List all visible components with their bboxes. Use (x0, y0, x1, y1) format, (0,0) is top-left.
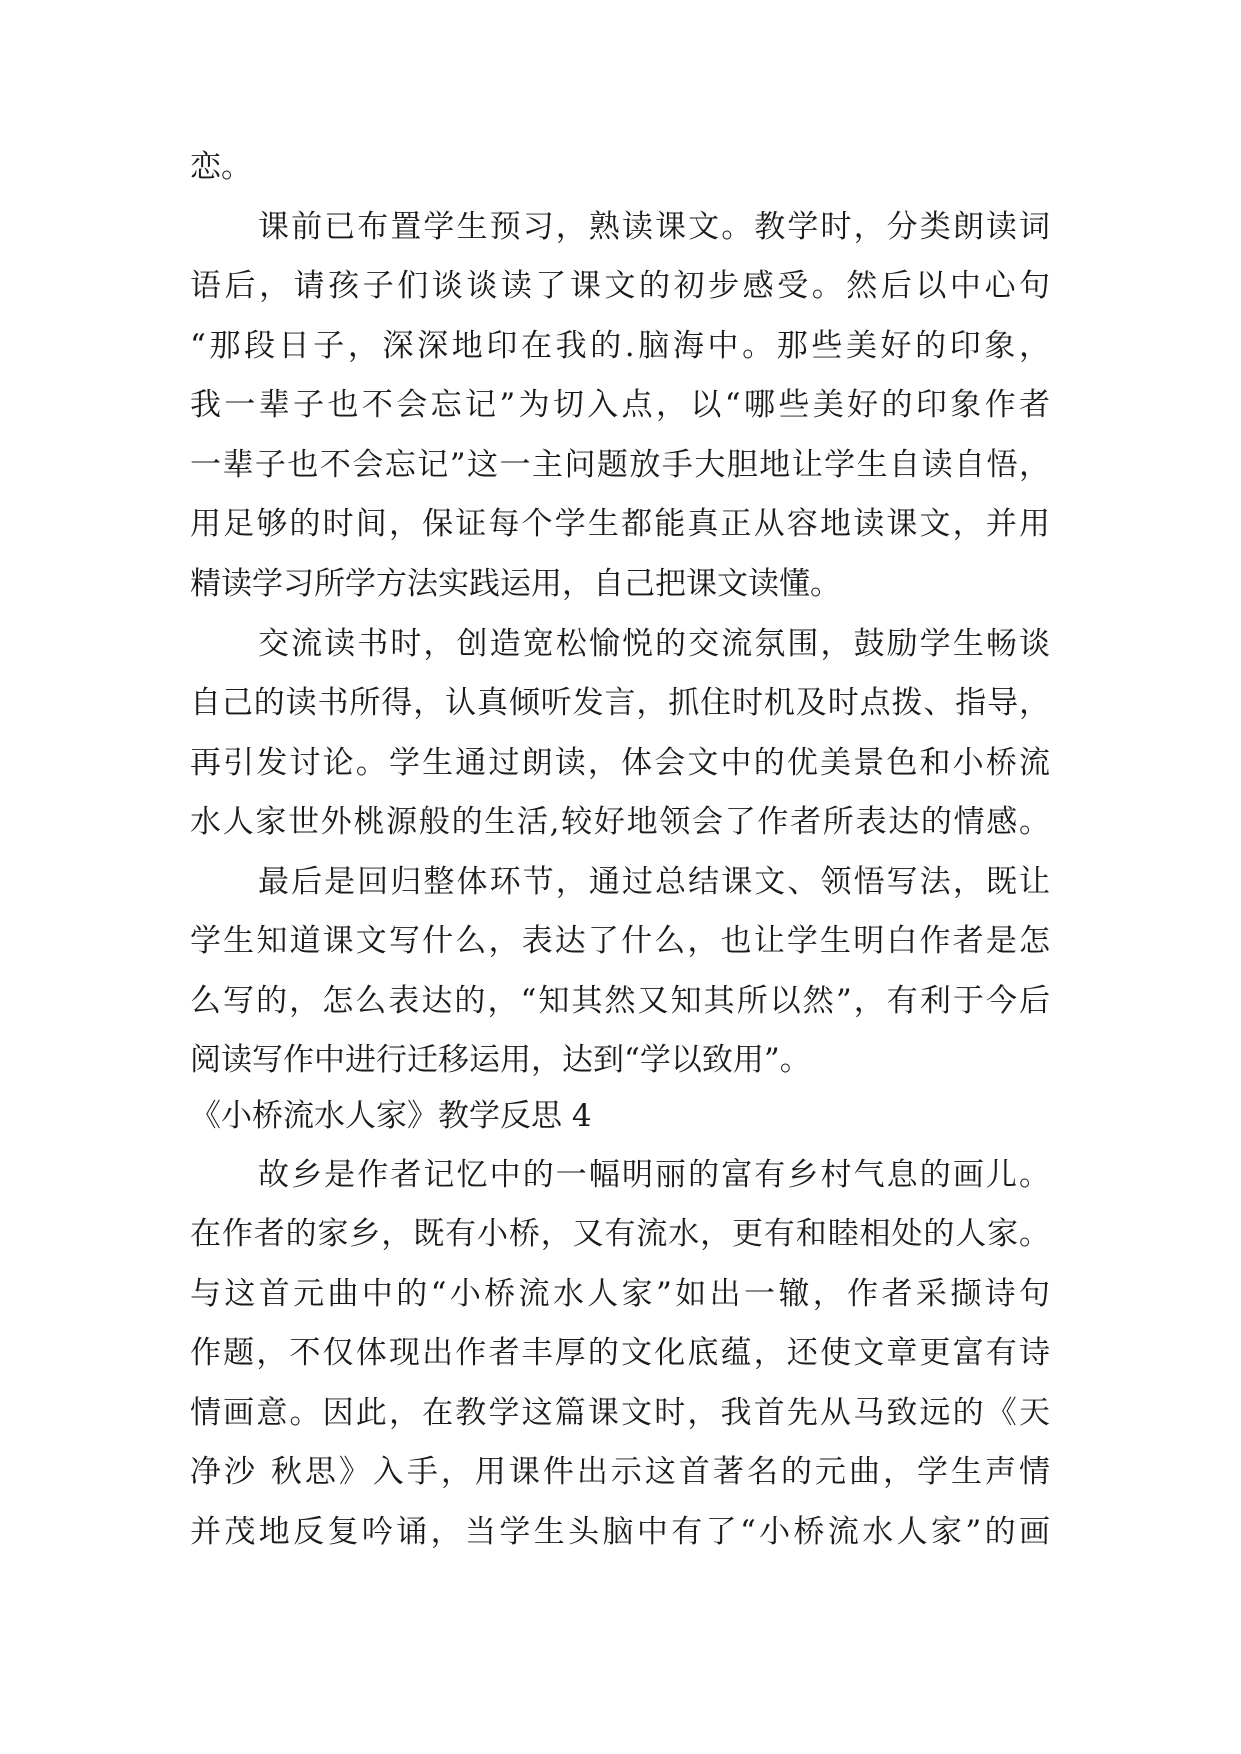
text-line: 水人家世外桃源般的生活,较好地领会了作者所表达的情感。 (190, 804, 1050, 840)
text-line: 自己的读书所得，认真倾听发言，抓住时机及时点拨、指导， (190, 685, 1050, 721)
text-line: 情画意。因此，在教学这篇课文时，我首先从马致远的《天 (190, 1395, 1050, 1431)
text-line: “那段日子，深深地印在我的.脑海中。那些美好的印象， (190, 328, 1050, 364)
text-line: 净沙 秋思》入手，用课件出示这首著名的元曲，学生声情 (190, 1454, 1050, 1490)
text-line: 交流读书时，创造宽松愉悦的交流氛围，鼓励学生畅谈 (258, 626, 1050, 662)
text-line: 课前已布置学生预习，熟读课文。教学时，分类朗读词 (258, 209, 1050, 245)
text-line: 精读学习所学方法实践运用，自己把课文读懂。 (190, 566, 841, 602)
text-line: 恋。 (190, 149, 252, 185)
text-line: 最后是回归整体环节，通过总结课文、领悟写法，既让 (258, 864, 1050, 900)
text-line: 我一辈子也不会忘记”为切入点，以“哪些美好的印象作者 (190, 387, 1050, 423)
text-line: 再引发讨论。学生通过朗读，体会文中的优美景色和小桥流 (190, 745, 1050, 781)
text-line: 语后，请孩子们谈谈读了课文的初步感受。然后以中心句 (190, 268, 1050, 304)
text-line: 用足够的时间，保证每个学生都能真正从容地读课文，并用 (190, 506, 1050, 542)
text-line: 作题，不仅体现出作者丰厚的文化底蕴，还使文章更富有诗 (190, 1335, 1050, 1371)
text-line: 阅读写作中进行迁移运用，达到“学以致用”。 (190, 1042, 811, 1078)
text-line: 与这首元曲中的“小桥流水人家”如出一辙，作者采撷诗句 (190, 1276, 1050, 1312)
section-heading: 《小桥流水人家》教学反思 4 (190, 1098, 592, 1134)
text-line: 么写的，怎么表达的，“知其然又知其所以然”，有利于今后 (190, 983, 1050, 1019)
text-line: 在作者的家乡，既有小桥，又有流水，更有和睦相处的人家。 (190, 1216, 1050, 1252)
text-line: 一辈子也不会忘记”这一主问题放手大胆地让学生自读自悟， (190, 447, 1050, 483)
text-line: 故乡是作者记忆中的一幅明丽的富有乡村气息的画儿。 (258, 1157, 1050, 1193)
text-line: 并茂地反复吟诵，当学生头脑中有了“小桥流水人家”的画 (190, 1514, 1050, 1550)
text-line: 学生知道课文写什么，表达了什么，也让学生明白作者是怎 (190, 923, 1050, 959)
